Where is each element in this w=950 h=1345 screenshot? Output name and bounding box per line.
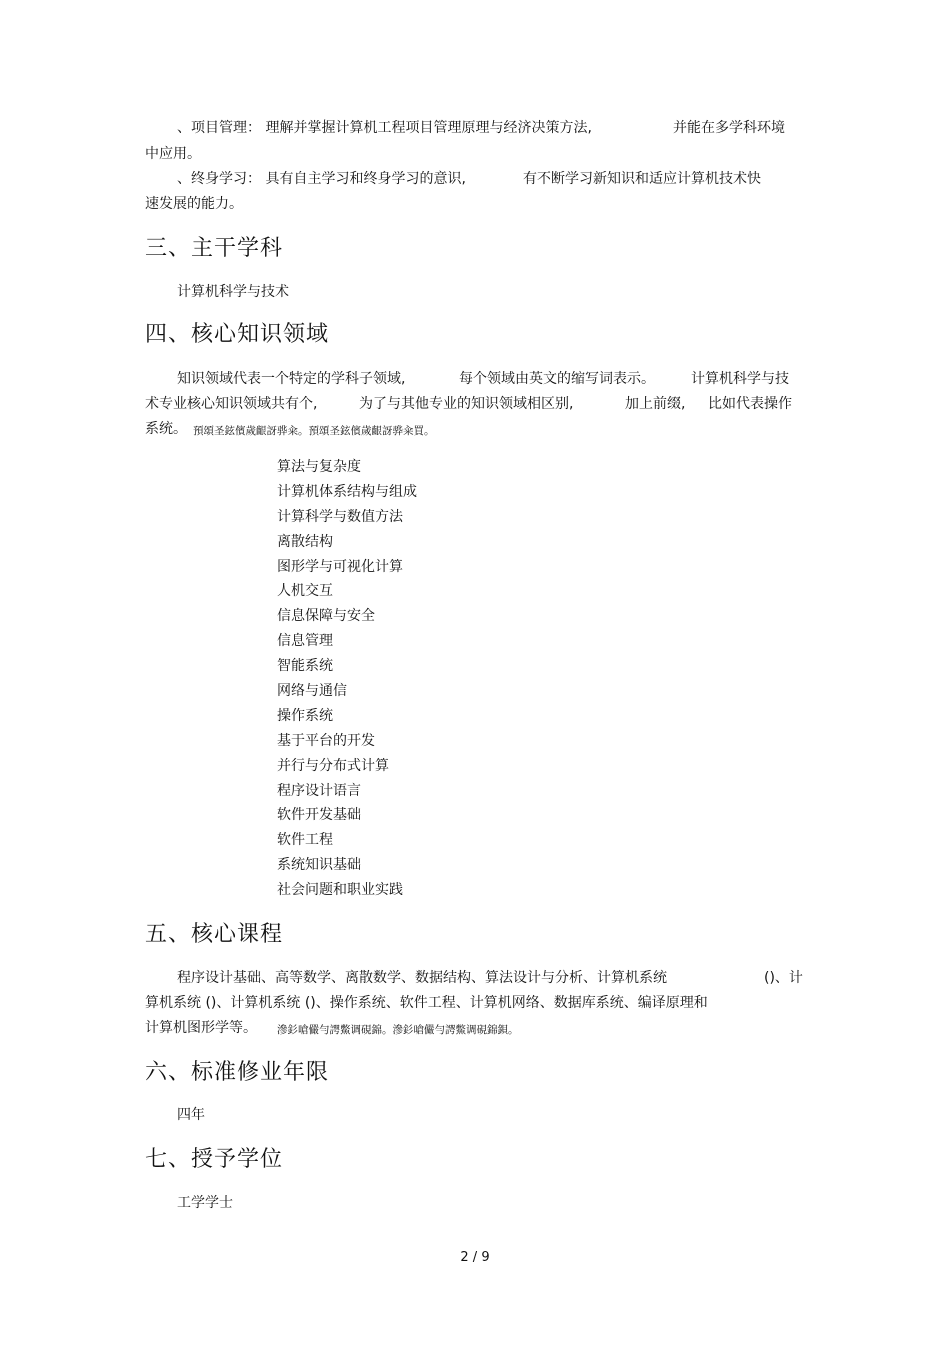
list-item: 计算科学与数值方法	[277, 508, 403, 525]
core-courses-line1: 程序设计基础、高等数学、离散数学、数据结构、算法设计与分析、计算机系统	[177, 970, 667, 986]
knowledge-intro-line2-b: 为了与其他专业的知识领域相区别,	[359, 396, 574, 412]
section-heading-study-duration: 六、标准修业年限	[145, 1060, 330, 1085]
list-item: 离散结构	[277, 533, 333, 550]
knowledge-intro-garbled-text: 預頌圣鉉儐歲齦訝骅籴。預頌圣鉉儐歲齦訝骅籴買。	[193, 425, 435, 437]
list-item: 基于平台的开发	[277, 732, 375, 749]
section-heading-core-knowledge-areas: 四、核心知识领域	[145, 322, 330, 347]
list-item: 系统知识基础	[277, 857, 361, 874]
knowledge-intro-line2-c: 加上前缀,	[625, 396, 686, 412]
list-item: 操作系统	[277, 707, 333, 724]
section-heading-degree-awarded: 七、授予学位	[145, 1147, 284, 1172]
degree-awarded-text: 工学学士	[177, 1195, 233, 1211]
section-heading-main-discipline: 三、主干学科	[145, 236, 284, 261]
outcome-lifelong-learning-line2: 速发展的能力。	[145, 196, 243, 212]
list-item: 智能系统	[277, 658, 333, 675]
knowledge-intro-line1-c: 计算机科学与技	[691, 371, 789, 387]
knowledge-area-list	[277, 455, 417, 903]
study-duration-text: 四年	[177, 1107, 205, 1123]
list-item: 计算机体系结构与组成	[277, 483, 417, 500]
core-courses-line3: 计算机图形学等。	[145, 1020, 257, 1036]
outcome-lifelong-learning-line1-tail: 有不断学习新知识和适应计算机技术快	[523, 171, 761, 187]
list-item: 社会问题和职业实践	[277, 882, 403, 899]
knowledge-intro-line1-b: 每个领域由英文的缩写词表示。	[459, 371, 655, 387]
knowledge-intro-line1-a: 知识领域代表一个特定的学科子领域,	[177, 371, 406, 387]
list-item: 程序设计语言	[277, 782, 361, 799]
core-courses-line1-tail: ()、计	[764, 970, 803, 986]
list-item: 信息管理	[277, 633, 333, 650]
outcome-project-management-line2: 中应用。	[145, 146, 201, 162]
main-discipline-text: 计算机科学与技术	[177, 284, 289, 300]
knowledge-intro-line2-a: 术专业核心知识领域共有个,	[145, 396, 318, 412]
core-courses-line2: 算机系统 ()、计算机系统 ()、操作系统、软件工程、计算机网络、数据库系统、编译原理和	[145, 995, 708, 1011]
list-item: 软件开发基础	[277, 807, 361, 824]
outcome-lifelong-learning-line1: 、终身学习： 具有自主学习和终身学习的意识,	[177, 171, 466, 187]
list-item: 信息保障与安全	[277, 608, 375, 625]
list-item: 图形学与可视化计算	[277, 558, 403, 575]
section-heading-core-courses: 五、核心课程	[145, 922, 284, 947]
list-item: 人机交互	[277, 583, 333, 600]
knowledge-intro-line2-d: 比如代表操作	[708, 396, 792, 412]
list-item: 算法与复杂度	[277, 459, 361, 475]
list-item: 并行与分布式计算	[277, 757, 389, 774]
outcome-project-management-line1-tail: 并能在多学科环境	[673, 120, 785, 136]
page-number: 2 / 9	[460, 1250, 490, 1265]
core-courses-garbled-text: 滲釤嗆儼勻諤鱉调硯錦。滲釤嗆儼勻諤鱉调硯錦鋇。	[277, 1024, 519, 1036]
list-item: 软件工程	[277, 832, 333, 849]
knowledge-intro-line3: 系统。	[145, 421, 187, 437]
list-item: 网络与通信	[277, 683, 347, 700]
outcome-project-management-line1: 、项目管理： 理解并掌握计算机工程项目管理原理与经济决策方法,	[177, 120, 592, 136]
